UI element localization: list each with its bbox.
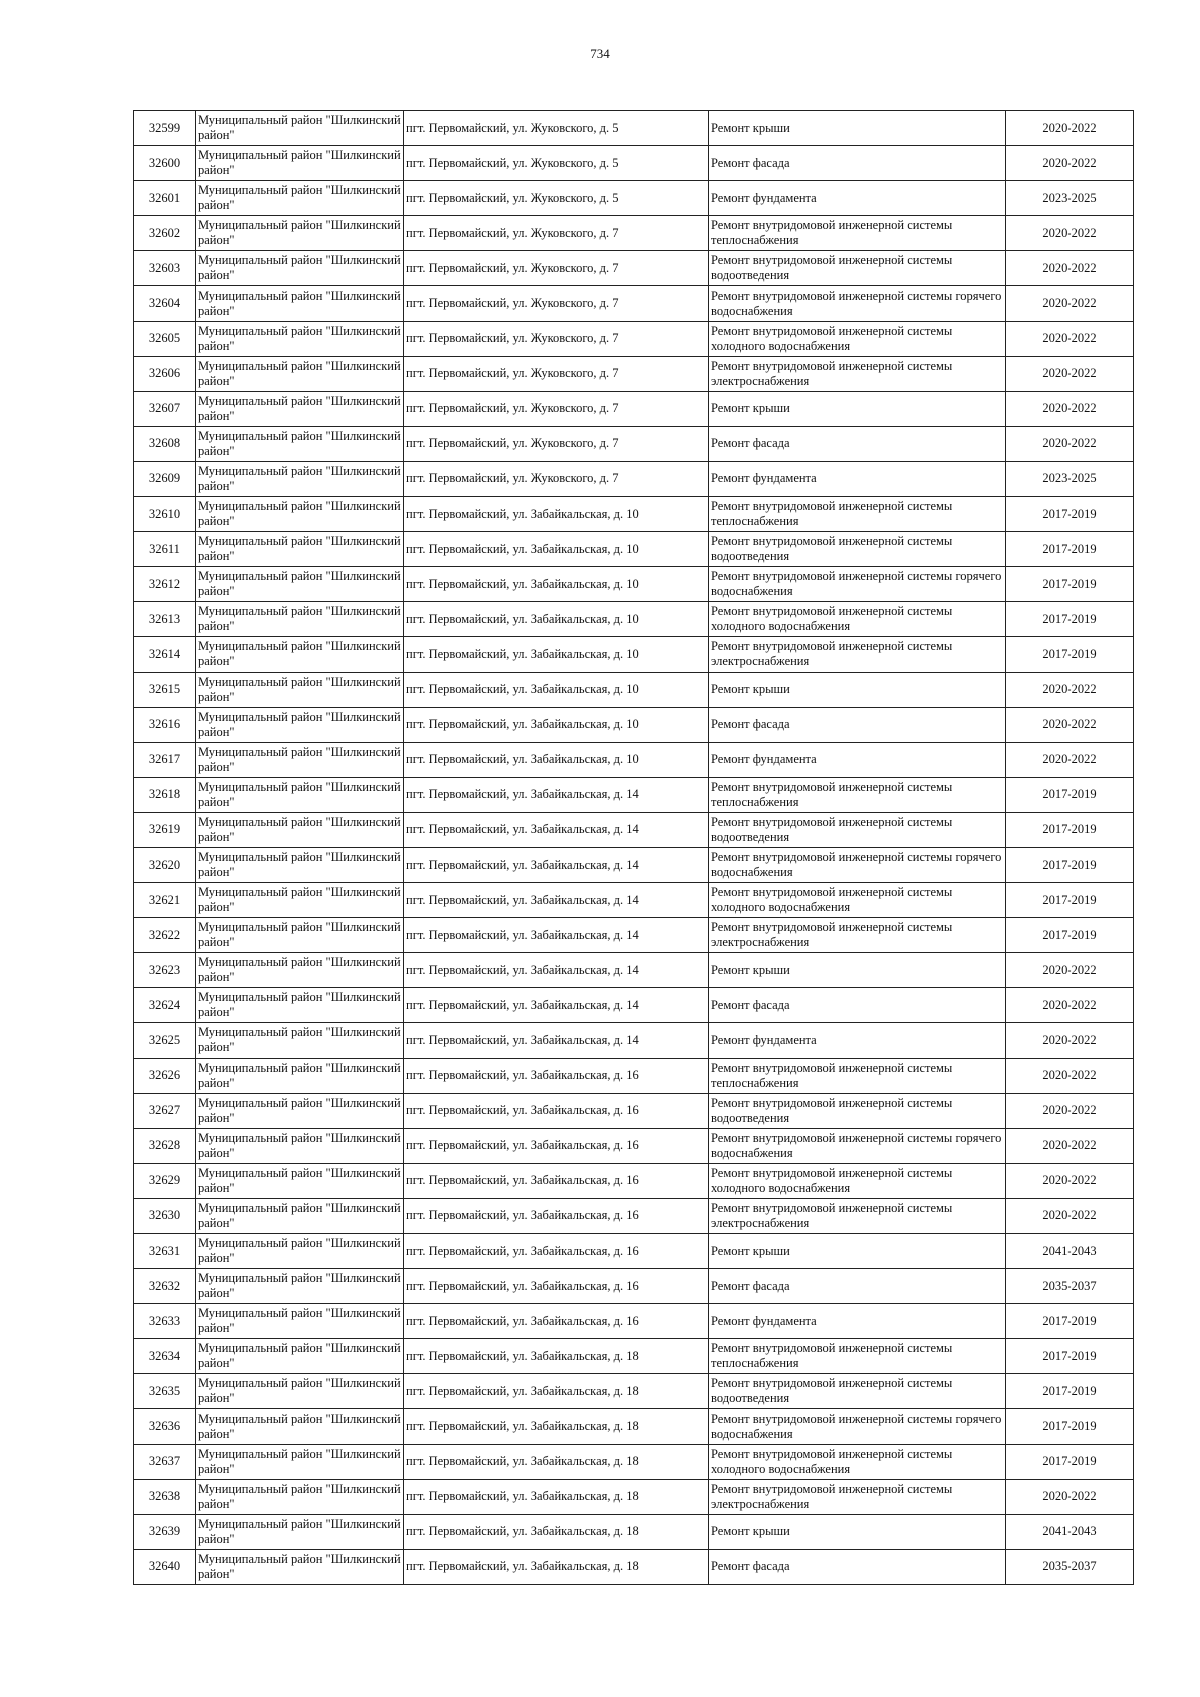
municipality-cell: Муниципальный район "Шилкинский район"	[196, 1128, 404, 1163]
address-cell: пгт. Первомайский, ул. Забайкальская, д. 10	[404, 742, 709, 777]
row-number-cell: 32611	[134, 532, 196, 567]
period-cell: 2020-2022	[1006, 146, 1134, 181]
work-type-cell: Ремонт внутридомовой инженерной системы электроснабжения	[709, 918, 1006, 953]
municipality-cell: Муниципальный район "Шилкинский район"	[196, 1339, 404, 1374]
row-number-cell: 32610	[134, 497, 196, 532]
work-type-cell: Ремонт внутридомовой инженерной системы электроснабжения	[709, 1479, 1006, 1514]
period-cell: 2017-2019	[1006, 1374, 1134, 1409]
work-type-cell: Ремонт фундамента	[709, 461, 1006, 496]
row-number-cell: 32606	[134, 356, 196, 391]
work-type-cell: Ремонт фасада	[709, 1549, 1006, 1584]
period-cell: 2017-2019	[1006, 497, 1134, 532]
row-number-cell: 32633	[134, 1304, 196, 1339]
period-cell: 2017-2019	[1006, 883, 1134, 918]
work-type-cell: Ремонт крыши	[709, 953, 1006, 988]
table-body	[134, 111, 1134, 1585]
address-cell: пгт. Первомайский, ул. Забайкальская, д. 16	[404, 1269, 709, 1304]
municipality-cell: Муниципальный район "Шилкинский район"	[196, 1058, 404, 1093]
address-cell: пгт. Первомайский, ул. Жуковского, д. 5	[404, 146, 709, 181]
work-type-cell: Ремонт внутридомовой инженерной системы электроснабжения	[709, 637, 1006, 672]
period-cell: 2020-2022	[1006, 1058, 1134, 1093]
table-row	[134, 883, 1134, 918]
row-number-cell: 32613	[134, 602, 196, 637]
period-cell: 2020-2022	[1006, 251, 1134, 286]
municipality-cell: Муниципальный район "Шилкинский район"	[196, 111, 404, 146]
address-cell: пгт. Первомайский, ул. Забайкальская, д. 16	[404, 1128, 709, 1163]
table-row	[134, 637, 1134, 672]
row-number-cell: 32629	[134, 1163, 196, 1198]
address-cell: пгт. Первомайский, ул. Забайкальская, д. 14	[404, 1023, 709, 1058]
address-cell: пгт. Первомайский, ул. Забайкальская, д. 16	[404, 1093, 709, 1128]
municipality-cell: Муниципальный район "Шилкинский район"	[196, 707, 404, 742]
period-cell: 2020-2022	[1006, 1163, 1134, 1198]
table-row	[134, 742, 1134, 777]
work-type-cell: Ремонт фундамента	[709, 1304, 1006, 1339]
work-type-cell: Ремонт внутридомовой инженерной системы горячего водоснабжения	[709, 1409, 1006, 1444]
period-cell: 2035-2037	[1006, 1269, 1134, 1304]
table-row	[134, 1163, 1134, 1198]
period-cell: 2017-2019	[1006, 777, 1134, 812]
municipality-cell: Муниципальный район "Шилкинский район"	[196, 426, 404, 461]
address-cell: пгт. Первомайский, ул. Забайкальская, д. 10	[404, 497, 709, 532]
work-type-cell: Ремонт внутридомовой инженерной системы водоотведения	[709, 1093, 1006, 1128]
work-type-cell: Ремонт внутридомовой инженерной системы водоотведения	[709, 812, 1006, 847]
row-number-cell: 32601	[134, 181, 196, 216]
period-cell: 2020-2022	[1006, 1023, 1134, 1058]
row-number-cell: 32632	[134, 1269, 196, 1304]
address-cell: пгт. Первомайский, ул. Жуковского, д. 7	[404, 461, 709, 496]
row-number-cell: 32604	[134, 286, 196, 321]
table-row	[134, 321, 1134, 356]
row-number-cell: 32617	[134, 742, 196, 777]
work-type-cell: Ремонт внутридомовой инженерной системы теплоснабжения	[709, 497, 1006, 532]
period-cell: 2020-2022	[1006, 1093, 1134, 1128]
period-cell: 2020-2022	[1006, 426, 1134, 461]
period-cell: 2017-2019	[1006, 812, 1134, 847]
address-cell: пгт. Первомайский, ул. Забайкальская, д. 16	[404, 1304, 709, 1339]
municipality-cell: Муниципальный район "Шилкинский район"	[196, 1234, 404, 1269]
work-type-cell: Ремонт внутридомовой инженерной системы водоотведения	[709, 251, 1006, 286]
table-row	[134, 918, 1134, 953]
period-cell: 2020-2022	[1006, 672, 1134, 707]
row-number-cell: 32605	[134, 321, 196, 356]
address-cell: пгт. Первомайский, ул. Забайкальская, д. 16	[404, 1198, 709, 1233]
municipality-cell: Муниципальный район "Шилкинский район"	[196, 883, 404, 918]
row-number-cell: 32618	[134, 777, 196, 812]
table-row	[134, 181, 1134, 216]
row-number-cell: 32628	[134, 1128, 196, 1163]
municipality-cell: Муниципальный район "Шилкинский район"	[196, 1549, 404, 1584]
table-row	[134, 532, 1134, 567]
municipality-cell: Муниципальный район "Шилкинский район"	[196, 918, 404, 953]
period-cell: 2020-2022	[1006, 321, 1134, 356]
row-number-cell: 32638	[134, 1479, 196, 1514]
work-type-cell: Ремонт внутридомовой инженерной системы холодного водоснабжения	[709, 321, 1006, 356]
period-cell: 2035-2037	[1006, 1549, 1134, 1584]
municipality-cell: Муниципальный район "Шилкинский район"	[196, 1514, 404, 1549]
work-type-cell: Ремонт внутридомовой инженерной системы теплоснабжения	[709, 777, 1006, 812]
row-number-cell: 32599	[134, 111, 196, 146]
table-row	[134, 847, 1134, 882]
work-type-cell: Ремонт внутридомовой инженерной системы водоотведения	[709, 532, 1006, 567]
work-type-cell: Ремонт фундамента	[709, 742, 1006, 777]
work-type-cell: Ремонт внутридомовой инженерной системы холодного водоснабжения	[709, 1163, 1006, 1198]
address-cell: пгт. Первомайский, ул. Забайкальская, д. 10	[404, 637, 709, 672]
municipality-cell: Муниципальный район "Шилкинский район"	[196, 742, 404, 777]
table-row	[134, 1409, 1134, 1444]
row-number-cell: 32635	[134, 1374, 196, 1409]
address-cell: пгт. Первомайский, ул. Забайкальская, д. 18	[404, 1514, 709, 1549]
period-cell: 2023-2025	[1006, 461, 1134, 496]
municipality-cell: Муниципальный район "Шилкинский район"	[196, 146, 404, 181]
period-cell: 2017-2019	[1006, 602, 1134, 637]
address-cell: пгт. Первомайский, ул. Забайкальская, д. 10	[404, 567, 709, 602]
period-cell: 2020-2022	[1006, 356, 1134, 391]
row-number-cell: 32637	[134, 1444, 196, 1479]
address-cell: пгт. Первомайский, ул. Забайкальская, д. 18	[404, 1409, 709, 1444]
municipality-cell: Муниципальный район "Шилкинский район"	[196, 1444, 404, 1479]
table-row	[134, 1374, 1134, 1409]
row-number-cell: 32623	[134, 953, 196, 988]
work-type-cell: Ремонт фасада	[709, 146, 1006, 181]
address-cell: пгт. Первомайский, ул. Жуковского, д. 7	[404, 251, 709, 286]
row-number-cell: 32603	[134, 251, 196, 286]
municipality-cell: Муниципальный район "Шилкинский район"	[196, 602, 404, 637]
row-number-cell: 32627	[134, 1093, 196, 1128]
municipality-cell: Муниципальный район "Шилкинский район"	[196, 1304, 404, 1339]
address-cell: пгт. Первомайский, ул. Забайкальская, д. 10	[404, 707, 709, 742]
municipality-cell: Муниципальный район "Шилкинский район"	[196, 321, 404, 356]
work-type-cell: Ремонт крыши	[709, 391, 1006, 426]
work-type-cell: Ремонт внутридомовой инженерной системы холодного водоснабжения	[709, 1444, 1006, 1479]
municipality-cell: Муниципальный район "Шилкинский район"	[196, 461, 404, 496]
row-number-cell: 32616	[134, 707, 196, 742]
address-cell: пгт. Первомайский, ул. Забайкальская, д. 16	[404, 1234, 709, 1269]
repair-schedule-table	[133, 110, 1134, 1585]
address-cell: пгт. Первомайский, ул. Забайкальская, д. 14	[404, 953, 709, 988]
municipality-cell: Муниципальный район "Шилкинский район"	[196, 988, 404, 1023]
work-type-cell: Ремонт фасада	[709, 988, 1006, 1023]
row-number-cell: 32607	[134, 391, 196, 426]
period-cell: 2023-2025	[1006, 181, 1134, 216]
period-cell: 2017-2019	[1006, 1444, 1134, 1479]
table-row	[134, 1128, 1134, 1163]
table-row	[134, 1514, 1134, 1549]
period-cell: 2041-2043	[1006, 1234, 1134, 1269]
address-cell: пгт. Первомайский, ул. Жуковского, д. 7	[404, 216, 709, 251]
work-type-cell: Ремонт внутридомовой инженерной системы горячего водоснабжения	[709, 567, 1006, 602]
address-cell: пгт. Первомайский, ул. Забайкальская, д. 14	[404, 777, 709, 812]
municipality-cell: Муниципальный район "Шилкинский район"	[196, 847, 404, 882]
table-row	[134, 672, 1134, 707]
address-cell: пгт. Первомайский, ул. Забайкальская, д. 10	[404, 672, 709, 707]
period-cell: 2020-2022	[1006, 286, 1134, 321]
table-row	[134, 602, 1134, 637]
table-row	[134, 567, 1134, 602]
table-row	[134, 216, 1134, 251]
row-number-cell: 32640	[134, 1549, 196, 1584]
work-type-cell: Ремонт крыши	[709, 672, 1006, 707]
work-type-cell: Ремонт внутридомовой инженерной системы водоотведения	[709, 1374, 1006, 1409]
address-cell: пгт. Первомайский, ул. Забайкальская, д. 18	[404, 1479, 709, 1514]
period-cell: 2020-2022	[1006, 953, 1134, 988]
work-type-cell: Ремонт внутридомовой инженерной системы горячего водоснабжения	[709, 847, 1006, 882]
work-type-cell: Ремонт внутридомовой инженерной системы холодного водоснабжения	[709, 883, 1006, 918]
work-type-cell: Ремонт внутридомовой инженерной системы электроснабжения	[709, 1198, 1006, 1233]
work-type-cell: Ремонт фундамента	[709, 1023, 1006, 1058]
municipality-cell: Муниципальный район "Шилкинский район"	[196, 777, 404, 812]
table-row	[134, 497, 1134, 532]
table-row	[134, 988, 1134, 1023]
work-type-cell: Ремонт внутридомовой инженерной системы теплоснабжения	[709, 216, 1006, 251]
row-number-cell: 32609	[134, 461, 196, 496]
table-row	[134, 707, 1134, 742]
period-cell: 2020-2022	[1006, 707, 1134, 742]
table-row	[134, 251, 1134, 286]
municipality-cell: Муниципальный район "Шилкинский район"	[196, 532, 404, 567]
address-cell: пгт. Первомайский, ул. Жуковского, д. 7	[404, 426, 709, 461]
row-number-cell: 32615	[134, 672, 196, 707]
municipality-cell: Муниципальный район "Шилкинский район"	[196, 1409, 404, 1444]
address-cell: пгт. Первомайский, ул. Забайкальская, д. 16	[404, 1058, 709, 1093]
address-cell: пгт. Первомайский, ул. Забайкальская, д. 14	[404, 812, 709, 847]
row-number-cell: 32602	[134, 216, 196, 251]
work-type-cell: Ремонт крыши	[709, 1234, 1006, 1269]
table-row	[134, 953, 1134, 988]
work-type-cell: Ремонт внутридомовой инженерной системы горячего водоснабжения	[709, 1128, 1006, 1163]
row-number-cell: 32614	[134, 637, 196, 672]
row-number-cell: 32639	[134, 1514, 196, 1549]
period-cell: 2020-2022	[1006, 1128, 1134, 1163]
row-number-cell: 32619	[134, 812, 196, 847]
row-number-cell: 32608	[134, 426, 196, 461]
address-cell: пгт. Первомайский, ул. Забайкальская, д. 16	[404, 1163, 709, 1198]
row-number-cell: 32630	[134, 1198, 196, 1233]
address-cell: пгт. Первомайский, ул. Забайкальская, д. 10	[404, 532, 709, 567]
period-cell: 2017-2019	[1006, 1409, 1134, 1444]
municipality-cell: Муниципальный район "Шилкинский район"	[196, 672, 404, 707]
work-type-cell: Ремонт внутридомовой инженерной системы теплоснабжения	[709, 1339, 1006, 1374]
period-cell: 2020-2022	[1006, 391, 1134, 426]
period-cell: 2020-2022	[1006, 1198, 1134, 1233]
row-number-cell: 32621	[134, 883, 196, 918]
work-type-cell: Ремонт фасада	[709, 426, 1006, 461]
municipality-cell: Муниципальный район "Шилкинский район"	[196, 1479, 404, 1514]
table-row	[134, 1093, 1134, 1128]
municipality-cell: Муниципальный район "Шилкинский район"	[196, 637, 404, 672]
period-cell: 2020-2022	[1006, 111, 1134, 146]
municipality-cell: Муниципальный район "Шилкинский район"	[196, 567, 404, 602]
row-number-cell: 32600	[134, 146, 196, 181]
row-number-cell: 32631	[134, 1234, 196, 1269]
municipality-cell: Муниципальный район "Шилкинский район"	[196, 953, 404, 988]
table-row	[134, 1479, 1134, 1514]
municipality-cell: Муниципальный район "Шилкинский район"	[196, 497, 404, 532]
work-type-cell: Ремонт внутридомовой инженерной системы холодного водоснабжения	[709, 602, 1006, 637]
period-cell: 2017-2019	[1006, 567, 1134, 602]
municipality-cell: Муниципальный район "Шилкинский район"	[196, 1163, 404, 1198]
period-cell: 2017-2019	[1006, 847, 1134, 882]
period-cell: 2017-2019	[1006, 918, 1134, 953]
work-type-cell: Ремонт крыши	[709, 1514, 1006, 1549]
period-cell: 2041-2043	[1006, 1514, 1134, 1549]
address-cell: пгт. Первомайский, ул. Забайкальская, д. 14	[404, 918, 709, 953]
page-number: 734	[590, 46, 610, 61]
period-cell: 2020-2022	[1006, 988, 1134, 1023]
address-cell: пгт. Первомайский, ул. Забайкальская, д. 14	[404, 988, 709, 1023]
row-number-cell: 32626	[134, 1058, 196, 1093]
table-row	[134, 1339, 1134, 1374]
address-cell: пгт. Первомайский, ул. Жуковского, д. 5	[404, 111, 709, 146]
table-row	[134, 461, 1134, 496]
table-row	[134, 286, 1134, 321]
municipality-cell: Муниципальный район "Шилкинский район"	[196, 1269, 404, 1304]
period-cell: 2017-2019	[1006, 1304, 1134, 1339]
table-row	[134, 1444, 1134, 1479]
row-number-cell: 32622	[134, 918, 196, 953]
table-row	[134, 1023, 1134, 1058]
address-cell: пгт. Первомайский, ул. Жуковского, д. 7	[404, 321, 709, 356]
municipality-cell: Муниципальный район "Шилкинский район"	[196, 286, 404, 321]
municipality-cell: Муниципальный район "Шилкинский район"	[196, 1023, 404, 1058]
municipality-cell: Муниципальный район "Шилкинский район"	[196, 812, 404, 847]
table-row	[134, 1304, 1134, 1339]
table-row	[134, 356, 1134, 391]
municipality-cell: Муниципальный район "Шилкинский район"	[196, 1093, 404, 1128]
work-type-cell: Ремонт фасада	[709, 707, 1006, 742]
address-cell: пгт. Первомайский, ул. Забайкальская, д. 18	[404, 1374, 709, 1409]
work-type-cell: Ремонт внутридомовой инженерной системы горячего водоснабжения	[709, 286, 1006, 321]
table-row	[134, 1269, 1134, 1304]
address-cell: пгт. Первомайский, ул. Забайкальская, д. 14	[404, 883, 709, 918]
period-cell: 2017-2019	[1006, 1339, 1134, 1374]
period-cell: 2020-2022	[1006, 216, 1134, 251]
address-cell: пгт. Первомайский, ул. Жуковского, д. 5	[404, 181, 709, 216]
table-row	[134, 1058, 1134, 1093]
municipality-cell: Муниципальный район "Шилкинский район"	[196, 391, 404, 426]
table-row	[134, 426, 1134, 461]
municipality-cell: Муниципальный район "Шилкинский район"	[196, 1198, 404, 1233]
municipality-cell: Муниципальный район "Шилкинский район"	[196, 356, 404, 391]
work-type-cell: Ремонт крыши	[709, 111, 1006, 146]
period-cell: 2020-2022	[1006, 1479, 1134, 1514]
period-cell: 2017-2019	[1006, 532, 1134, 567]
municipality-cell: Муниципальный район "Шилкинский район"	[196, 1374, 404, 1409]
table-row	[134, 812, 1134, 847]
address-cell: пгт. Первомайский, ул. Жуковского, д. 7	[404, 391, 709, 426]
row-number-cell: 32620	[134, 847, 196, 882]
row-number-cell: 32624	[134, 988, 196, 1023]
table-row	[134, 1549, 1134, 1584]
address-cell: пгт. Первомайский, ул. Забайкальская, д. 18	[404, 1444, 709, 1479]
address-cell: пгт. Первомайский, ул. Забайкальская, д. 18	[404, 1339, 709, 1374]
table-row	[134, 1198, 1134, 1233]
table-row	[134, 391, 1134, 426]
row-number-cell: 32625	[134, 1023, 196, 1058]
table-row	[134, 146, 1134, 181]
table-row	[134, 1234, 1134, 1269]
work-type-cell: Ремонт фасада	[709, 1269, 1006, 1304]
address-cell: пгт. Первомайский, ул. Жуковского, д. 7	[404, 286, 709, 321]
address-cell: пгт. Первомайский, ул. Забайкальская, д. 14	[404, 847, 709, 882]
work-type-cell: Ремонт фундамента	[709, 181, 1006, 216]
row-number-cell: 32612	[134, 567, 196, 602]
row-number-cell: 32636	[134, 1409, 196, 1444]
row-number-cell: 32634	[134, 1339, 196, 1374]
municipality-cell: Муниципальный район "Шилкинский район"	[196, 181, 404, 216]
municipality-cell: Муниципальный район "Шилкинский район"	[196, 216, 404, 251]
work-type-cell: Ремонт внутридомовой инженерной системы электроснабжения	[709, 356, 1006, 391]
table-row	[134, 111, 1134, 146]
municipality-cell: Муниципальный район "Шилкинский район"	[196, 251, 404, 286]
work-type-cell: Ремонт внутридомовой инженерной системы теплоснабжения	[709, 1058, 1006, 1093]
address-cell: пгт. Первомайский, ул. Забайкальская, д. 18	[404, 1549, 709, 1584]
table-row	[134, 777, 1134, 812]
address-cell: пгт. Первомайский, ул. Забайкальская, д. 10	[404, 602, 709, 637]
period-cell: 2020-2022	[1006, 742, 1134, 777]
period-cell: 2017-2019	[1006, 637, 1134, 672]
address-cell: пгт. Первомайский, ул. Жуковского, д. 7	[404, 356, 709, 391]
